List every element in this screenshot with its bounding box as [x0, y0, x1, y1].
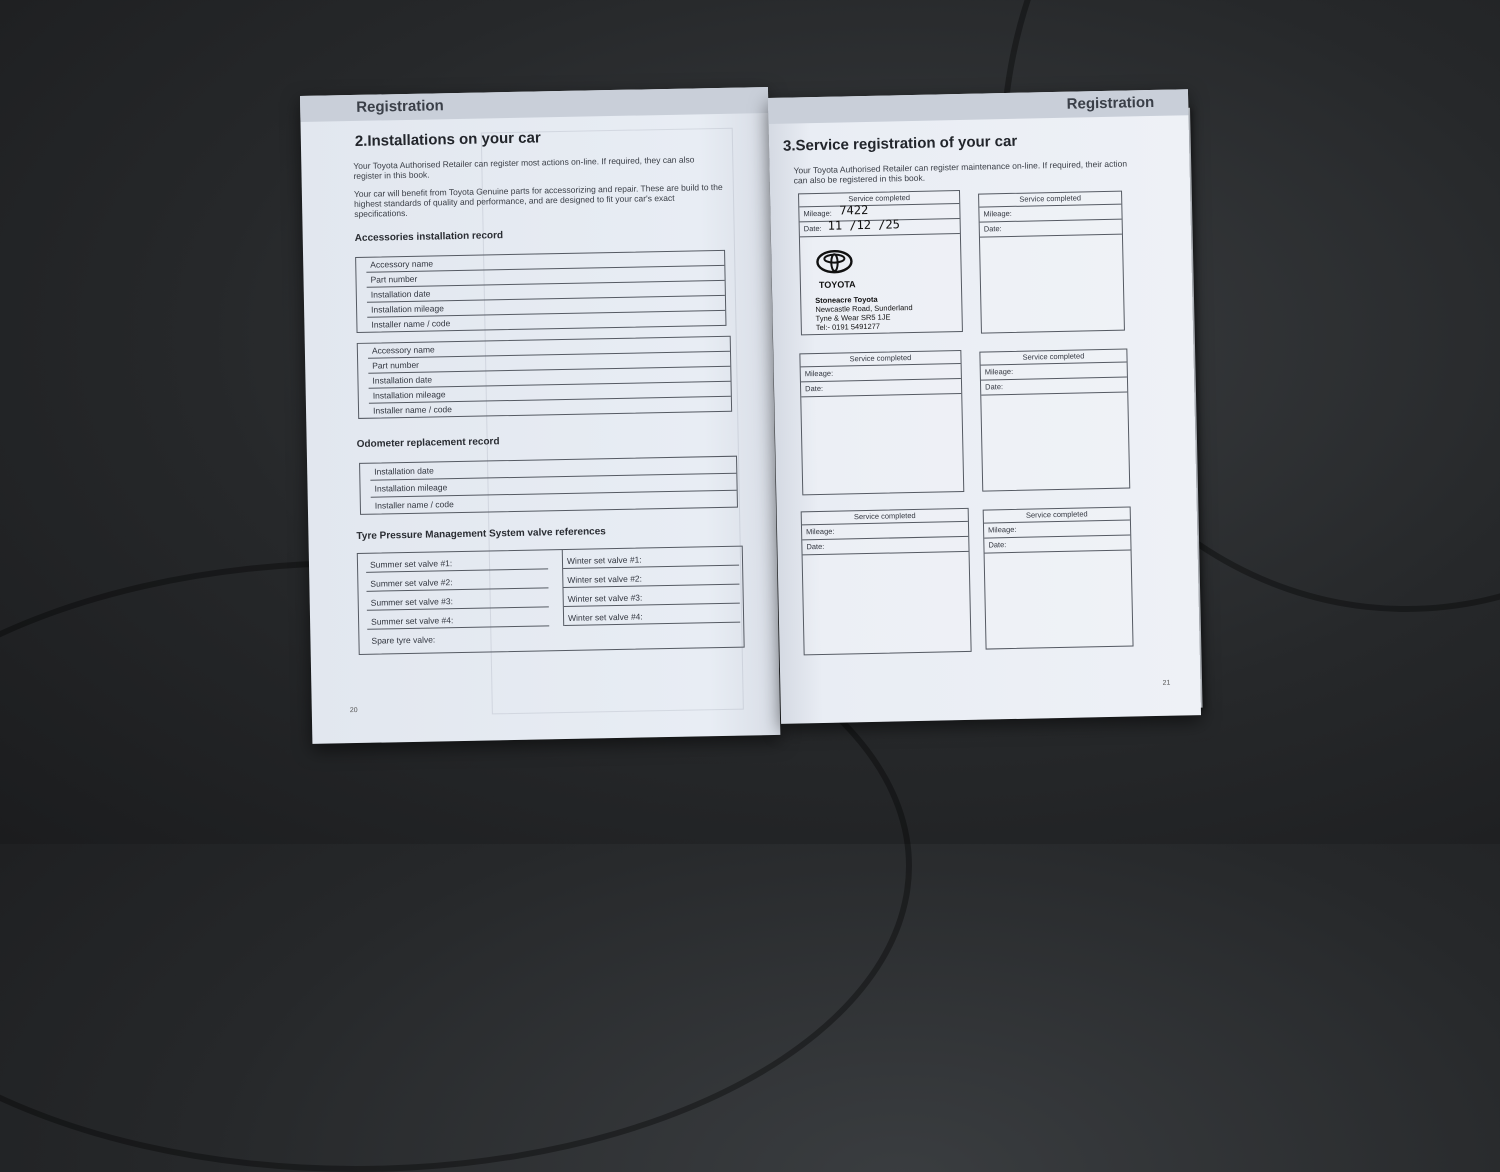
date-label: Date: [803, 223, 822, 234]
service-box-3[interactable] [799, 350, 964, 495]
toyota-logo-icon [814, 249, 854, 274]
page-header: Registration [356, 97, 444, 116]
mileage-label: Mileage: [988, 524, 1017, 535]
winter-valve-row: Winter set valve #1: [563, 547, 739, 569]
service-box-head: Service completed [979, 192, 1121, 208]
winter-valve-row: Winter set valve #4: [564, 604, 740, 626]
intro-paragraph: Your car will benefit from Toyota Genuine parts for accessorizing and repair. These are build to the highest standards of quality and performance, and are designed to fit your car's exact specifications. [353, 181, 723, 219]
summer-valve-row: Summer set valve #2: [366, 569, 548, 591]
field-row: Installer name / code [374, 499, 454, 511]
field-row: Installation mileage [369, 382, 731, 404]
service-box-5[interactable] [801, 508, 972, 655]
summer-valve-row: Summer set valve #4: [367, 607, 549, 629]
stamp-line: Newcastle Road, Sunderland [815, 303, 913, 315]
service-box-4[interactable] [979, 349, 1130, 492]
date-field[interactable] [984, 536, 1130, 554]
page-header: Registration [1066, 93, 1155, 113]
handwritten-mileage: 7422 [839, 202, 869, 218]
date-label: Date: [805, 383, 824, 394]
page-number: 20 [349, 707, 358, 715]
service-box-head: Service completed [802, 509, 968, 525]
field-row: Part number [368, 352, 730, 374]
mileage-label: Mileage: [803, 208, 832, 219]
service-box-1[interactable] [798, 190, 963, 335]
stamp-brand: TOYOTA [818, 279, 856, 290]
left-page [300, 87, 780, 744]
date-label: Date: [988, 540, 1007, 550]
field-row: Installation mileage [367, 296, 725, 318]
accessory-record-2[interactable] [357, 336, 732, 419]
summer-valve-row: Summer set valve #1: [366, 550, 548, 572]
service-box-head: Service completed [800, 351, 960, 367]
accessory-record-1[interactable] [355, 250, 726, 333]
tpms-title: Tyre Pressure Management System valve references [356, 526, 606, 542]
date-label: Date: [985, 382, 1004, 392]
intro-paragraph: Your Toyota Authorised Retailer can register most actions on-line. If required, they can also register in this book. [353, 154, 695, 181]
date-field[interactable] [800, 219, 960, 237]
accessories-title: Accessories installation record [354, 230, 504, 244]
date-field[interactable] [801, 379, 961, 397]
tpms-record[interactable] [357, 546, 745, 655]
service-box-head: Service completed [984, 508, 1130, 524]
field-row: Installation date [370, 457, 736, 481]
odometer-title: Odometer replacement record [356, 436, 500, 450]
dealer-stamp [814, 248, 936, 332]
mileage-label: Mileage: [804, 368, 834, 379]
section-title: 3.Service registration of your car [782, 132, 1018, 155]
mileage-label: Mileage: [984, 366, 1014, 377]
intro-paragraph: Your Toyota Authorised Retailer can register maintenance on-line. If required, their action can also be registered in this book. [793, 158, 1128, 186]
right-page [768, 89, 1201, 724]
section-title: 2.Installations on your car [354, 129, 541, 150]
mileage-label: Mileage: [805, 526, 835, 537]
stamp-line: Stoneacre Toyota [815, 294, 878, 306]
stamp-line: Tel:- 0191 5491277 [815, 321, 881, 333]
field-row: Accessory name [368, 337, 730, 359]
mileage-label: Mileage: [983, 208, 1012, 219]
odometer-record[interactable] [359, 456, 738, 515]
summer-column [366, 550, 550, 647]
date-label: Date: [983, 224, 1002, 234]
field-row: Installer name / code [371, 318, 451, 330]
date-field[interactable] [980, 220, 1122, 238]
field-row: Installation date [368, 367, 730, 389]
service-box-2[interactable] [978, 191, 1125, 334]
date-field[interactable] [802, 537, 968, 555]
service-box-head: Service completed [799, 191, 959, 207]
service-box-6[interactable] [983, 506, 1134, 649]
field-row: Accessory name [366, 251, 724, 273]
date-label: Date: [806, 541, 825, 552]
winter-column [562, 547, 740, 626]
service-box-head: Service completed [980, 350, 1126, 366]
page-number: 21 [1162, 679, 1171, 687]
summer-valve-row: Summer set valve #3: [367, 588, 549, 610]
field-row: Installation mileage [370, 474, 736, 498]
field-row: Installer name / code [372, 404, 453, 416]
spare-valve-row: Spare tyre valve: [371, 634, 436, 646]
field-row: Part number [366, 266, 724, 288]
handwritten-date: 11 /12 /25 [827, 217, 901, 233]
date-field[interactable] [981, 378, 1127, 396]
winter-valve-row: Winter set valve #2: [563, 566, 739, 588]
stamp-line: Tyne & Wear SR5 1JE [815, 312, 891, 324]
field-row: Installation date [367, 281, 725, 303]
winter-valve-row: Winter set valve #3: [563, 585, 739, 607]
